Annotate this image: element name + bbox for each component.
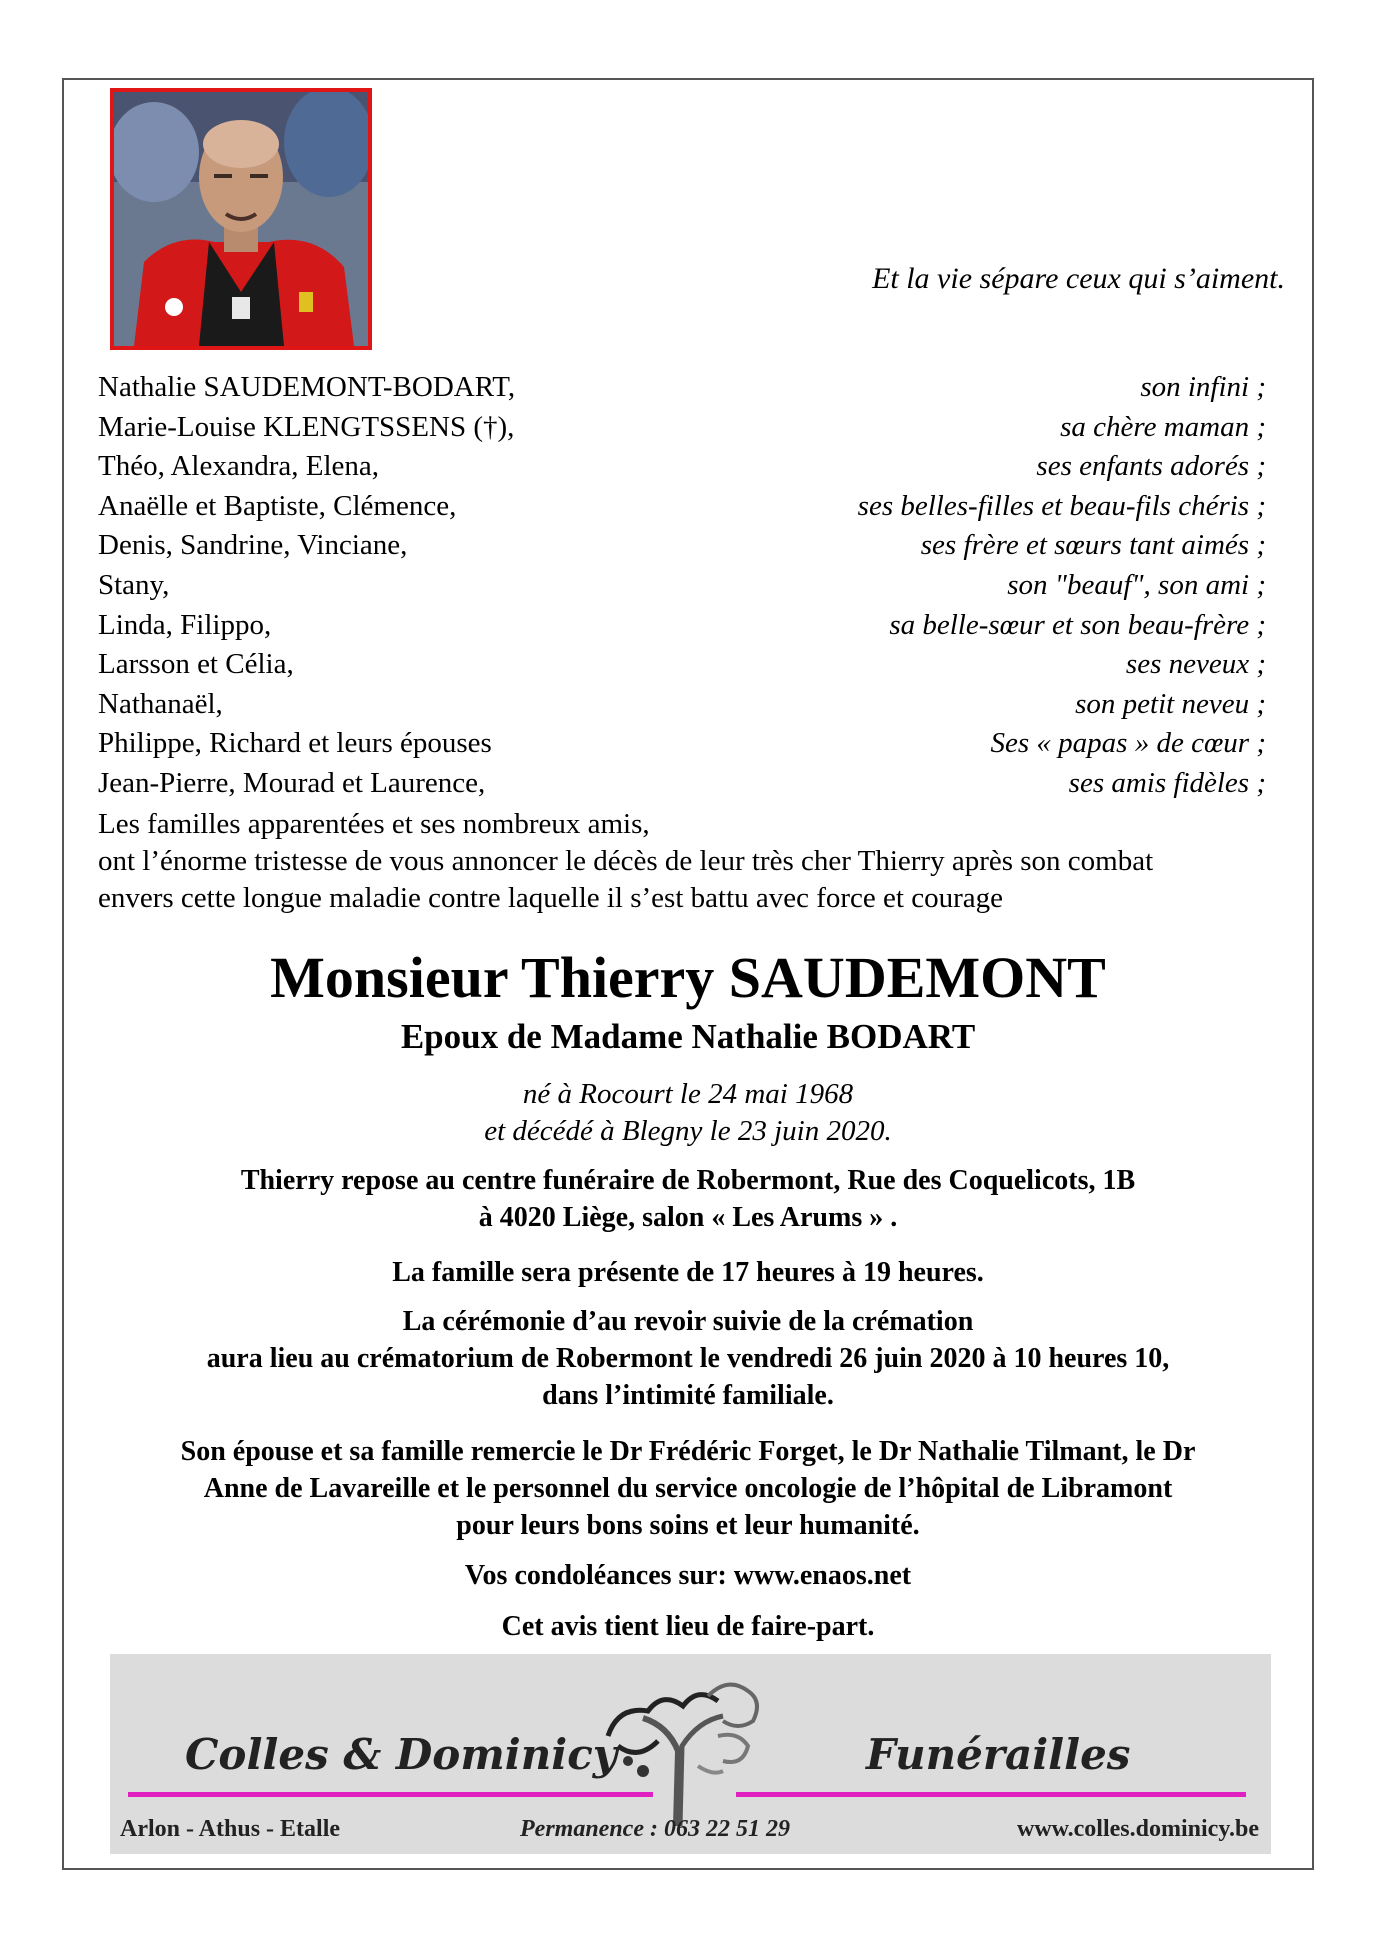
deceased-name: Monsieur Thierry SAUDEMONT [270,945,1106,1010]
family-names: Nathalie SAUDEMONT-BODART, [98,371,516,403]
funeral-home-banner [110,1654,1271,1854]
family-row [98,566,1266,606]
family-names: Théo, Alexandra, Elena, [98,450,380,483]
ceremony-line: dans l’intimité familiale. [542,1380,834,1411]
funeral-home-phone: Permanence : 063 22 51 29 [520,1816,790,1842]
family-names: Anaëlle et Baptiste, Clémence, [98,489,457,522]
death-line: et décédé à Blegny le 23 juin 2020. [484,1115,892,1147]
thanks-line: Anne de Lavareille et le personnel du service oncologie de l’hôpital de Libramont [203,1473,1173,1504]
family-list [98,368,1266,804]
ceremony-info [62,1303,1314,1414]
family-names: Larsson et Célia, [98,648,294,681]
family-names: Philippe, Richard et leurs épouses [98,727,492,760]
family-row [98,526,1266,566]
presence-info: La famille sera présente de 17 heures à 19 heures. [392,1257,984,1288]
spouse-line: Epoux de Madame Nathalie BODART [400,1017,976,1056]
announcement-text [98,806,1278,917]
funeral-home-locations: Arlon - Athus - Etalle [120,1816,341,1842]
thanks-line: pour leurs bons soins et leur humanité. [456,1510,920,1541]
family-relation: sa chère maman ; [1060,410,1266,443]
family-row [98,408,1266,448]
family-names: Nathanaël, [98,687,223,720]
repose-line: Thierry repose au centre funéraire de Robermont, Rue des Coquelicots, 1B [240,1165,1136,1196]
family-names: Marie-Louise KLENGTSSENS (†), [98,410,515,443]
announcement-line: ont l’énorme tristesse de vous annoncer le décès de leur très cher Thierry après son combat [98,845,1154,877]
family-relation: son infini ; [1140,371,1266,403]
funeral-home-tagline: Funérailles [866,1730,1131,1779]
family-relation: Ses « papas » de cœur ; [990,727,1266,760]
announcement-line: envers cette longue maladie contre laquelle il s’est battu avec force et courage [98,882,1004,914]
accent-divider [128,1792,653,1797]
family-relation: ses frère et sœurs tant aimés ; [920,529,1266,562]
family-row [98,447,1266,487]
ceremony-line: La cérémonie d’au revoir suivie de la crémation [402,1306,974,1337]
family-row [98,645,1266,685]
accent-divider [736,1792,1246,1797]
family-row [98,487,1266,527]
funeral-home-website: www.colles.dominicy.be [1016,1816,1259,1842]
family-names: Denis, Sandrine, Vinciane, [98,529,408,562]
family-relation: son petit neveu ; [1075,687,1266,720]
funeral-home-name: Colles & Dominicy [185,1730,618,1779]
family-relation: sa belle-sœur et son beau-frère ; [889,608,1266,641]
family-row [98,685,1266,725]
family-row [98,368,1266,408]
family-names: Jean-Pierre, Mourad et Laurence, [98,766,486,799]
family-relation: ses belles-filles et beau-fils chéris ; [857,489,1266,522]
repose-line: à 4020 Liège, salon « Les Arums » . [478,1202,898,1233]
family-relation: son "beauf", son ami ; [1007,568,1266,601]
family-row [98,724,1266,764]
thanks-line: Son épouse et sa famille remercie le Dr Frédéric Forget, le Dr Nathalie Tilmant, le Dr [180,1436,1196,1467]
family-relation: ses enfants adorés ; [1036,450,1266,483]
family-row [98,764,1266,804]
epigraph-quote: Et la vie sépare ceux qui s’aiment. [872,262,1285,295]
announcement-line: Les familles apparentées et ses nombreux amis, [98,808,650,840]
tree-logo-icon [598,1676,768,1826]
family-names: Linda, Filippo, [98,608,272,641]
portrait-photo [110,88,372,350]
ceremony-line: aura lieu au crématorium de Robermont le vendredi 26 juin 2020 à 10 heures 10, [206,1343,1170,1374]
family-relation: ses amis fidèles ; [1068,766,1266,799]
family-relation: ses neveux ; [1125,648,1266,681]
condolences-info: Vos condoléances sur: www.enaos.net [464,1560,912,1591]
birth-line: né à Rocourt le 24 mai 1968 [522,1078,854,1110]
dates-block [62,1076,1314,1150]
family-row [98,606,1266,646]
family-names: Stany, [98,568,170,601]
notice-info: Cet avis tient lieu de faire-part. [501,1611,875,1642]
repose-info [62,1162,1314,1236]
thanks-info [62,1433,1314,1544]
